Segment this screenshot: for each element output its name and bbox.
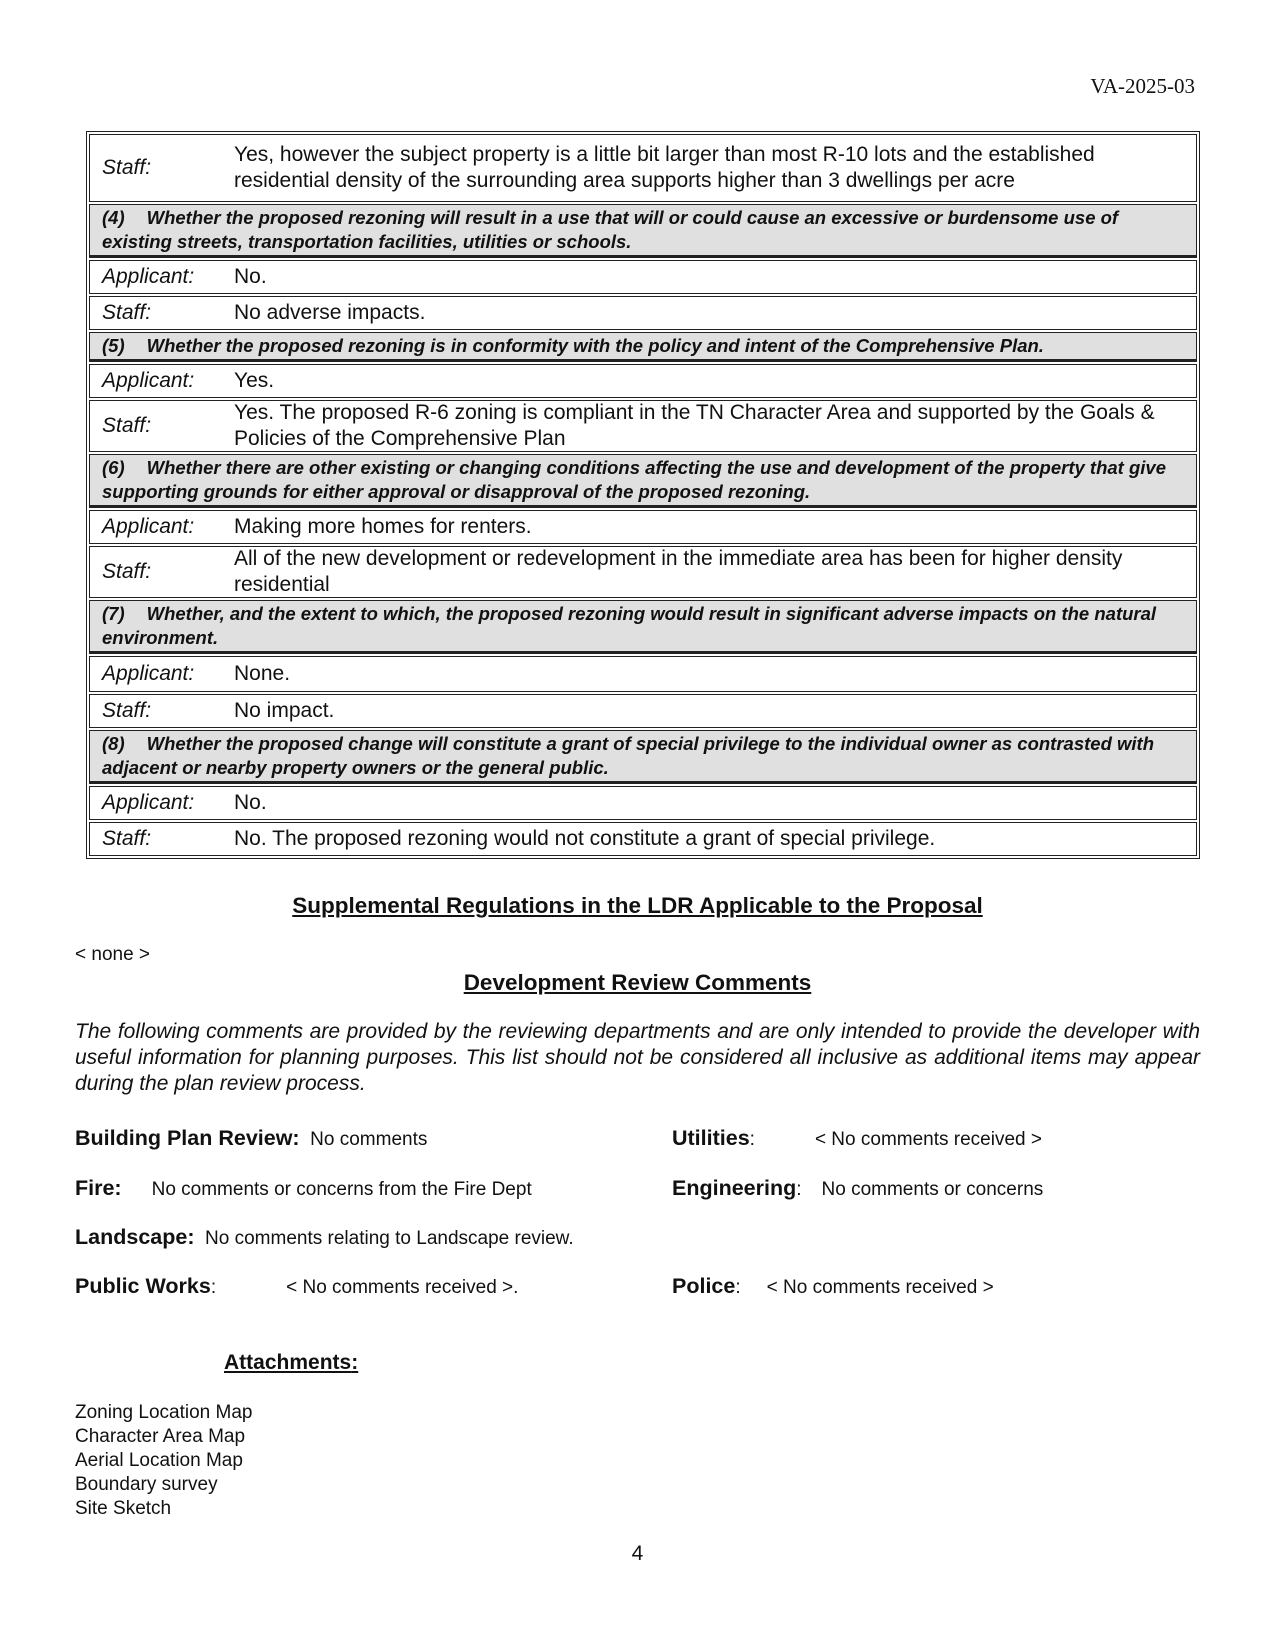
staff-row <box>89 694 1197 728</box>
case-number: VA-2025-03 <box>1090 74 1195 98</box>
applicant-label: Applicant: <box>102 662 195 685</box>
staff-label: Staff: <box>102 156 152 179</box>
applicant-row <box>89 260 1197 294</box>
attachments-title: Attachments <box>224 1351 352 1374</box>
staff-text: All of the new development or redevelopment in the immediate area has been for higher density residential <box>234 547 1123 596</box>
applicant-text: No. <box>234 791 267 814</box>
police-label: Police <box>672 1274 736 1298</box>
criterion-number: (5) <box>102 335 125 356</box>
public-works-label: Public Works <box>75 1274 211 1298</box>
criterion-question <box>89 600 1197 654</box>
criterion-question <box>89 204 1197 258</box>
applicant-text: Making more homes for renters. <box>234 515 532 538</box>
staff-row <box>89 822 1197 856</box>
list-item: Site Sketch <box>75 1498 172 1519</box>
list-item: Boundary survey <box>75 1474 218 1495</box>
police-value: < No comments received > <box>766 1277 994 1298</box>
utilities-comment: Utilities: < No comments received > <box>672 1126 1042 1150</box>
utilities-label: Utilities <box>672 1126 750 1150</box>
staff-label: Staff: <box>102 560 152 583</box>
list-item: Zoning Location Map <box>75 1402 253 1423</box>
criterion-question <box>89 730 1197 784</box>
applicant-label: Applicant: <box>102 265 195 288</box>
criterion-text: Whether, and the extent to which, the proposed rezoning would result in significant adverse impacts on the natural environment. <box>102 603 1157 648</box>
staff-label: Staff: <box>102 414 152 437</box>
staff-text: No. The proposed rezoning would not constitute a grant of special privilege. <box>234 827 936 850</box>
criterion-text: Whether there are other existing or changing conditions affecting the use and development of the property that give supporting grounds for either approval or disapproval of the proposed rezoning. <box>102 457 1166 502</box>
criterion-number: (8) <box>102 733 125 754</box>
review-heading: Development Review Comments <box>463 970 812 995</box>
staff-text: Yes. The proposed R-6 zoning is compliant in the TN Character Area and supported by the Goals & Policies of the Comprehensive Plan <box>234 401 1155 450</box>
staff-label: Staff: <box>102 699 152 722</box>
criterion-number: (7) <box>102 603 125 624</box>
criterion-number: (6) <box>102 457 125 478</box>
building-label: Building Plan Review: <box>75 1126 300 1150</box>
public-works-comment: Public Works: < No comments received >. <box>75 1274 519 1298</box>
engineering-value: No comments or concerns <box>821 1179 1044 1200</box>
applicant-row <box>89 510 1197 544</box>
staff-row <box>89 546 1197 598</box>
applicant-row <box>89 656 1197 692</box>
applicant-text: Yes. <box>234 369 275 392</box>
fire-label: Fire: <box>75 1176 122 1200</box>
supplemental-value: < none > <box>75 944 151 965</box>
staff-label: Staff: <box>102 827 152 850</box>
criteria-table <box>86 131 1200 859</box>
landscape-value: No comments relating to Landscape review. <box>205 1228 574 1249</box>
criterion-text: Whether the proposed change will constitute a grant of special privilege to the individual owner as contrasted with adjacent or nearby property owners or the general public. <box>102 733 1154 778</box>
list-item: Aerial Location Map <box>75 1450 243 1471</box>
staff-row <box>89 400 1197 452</box>
engineering-label: Engineering <box>672 1176 797 1200</box>
police-comment: Police: < No comments received > <box>672 1274 994 1298</box>
applicant-text: No. <box>234 265 267 288</box>
staff-text: Yes, however the subject property is a little bit larger than most R-10 lots and the established residential density of the surrounding area supports higher than 3 dwellings per acre <box>234 143 1095 192</box>
criterion-text: Whether the proposed rezoning is in conformity with the policy and intent of the Comprehensive Plan. <box>146 335 1044 356</box>
staff-row <box>89 296 1197 330</box>
applicant-row <box>89 786 1197 820</box>
applicant-label: Applicant: <box>102 515 195 538</box>
review-intro: The following comments are provided by the reviewing departments and are only intended to provide the developer with useful information for planning purposes. This list should not be considered all inclusive as additional items may appear during the plan review process. <box>75 1020 1200 1095</box>
supplemental-heading: Supplemental Regulations in the LDR Applicable to the Proposal <box>292 893 983 918</box>
criterion-question <box>89 454 1197 508</box>
fire-comment <box>75 1176 532 1201</box>
landscape-comment <box>75 1225 574 1250</box>
public-works-value: < No comments received >. <box>286 1277 519 1298</box>
applicant-text: None. <box>234 662 291 685</box>
building-value: No comments <box>310 1129 428 1150</box>
staff-label: Staff: <box>102 301 152 324</box>
applicant-label: Applicant: <box>102 369 195 392</box>
attachments-list <box>75 1401 252 1521</box>
engineering-comment: Engineering: No comments or concerns <box>672 1176 1044 1200</box>
staff-row <box>89 134 1197 202</box>
criterion-number: (4) <box>102 207 125 228</box>
utilities-value: < No comments received > <box>814 1129 1042 1150</box>
applicant-row <box>89 364 1197 398</box>
page-number: 4 <box>631 1542 644 1565</box>
applicant-label: Applicant: <box>102 791 195 814</box>
attachments-heading: Attachments: <box>224 1351 359 1374</box>
criterion-text: Whether the proposed rezoning will result in a use that will or could cause an excessive or burdensome use of existing streets, transportation facilities, utilities or schools. <box>102 207 1119 252</box>
staff-text: No adverse impacts. <box>234 301 426 324</box>
landscape-label: Landscape: <box>75 1225 195 1249</box>
building-comment <box>75 1126 427 1151</box>
criterion-question <box>89 332 1197 362</box>
staff-text: No impact. <box>234 699 335 722</box>
fire-value: No comments or concerns from the Fire Dept <box>151 1179 532 1200</box>
list-item: Character Area Map <box>75 1426 246 1447</box>
